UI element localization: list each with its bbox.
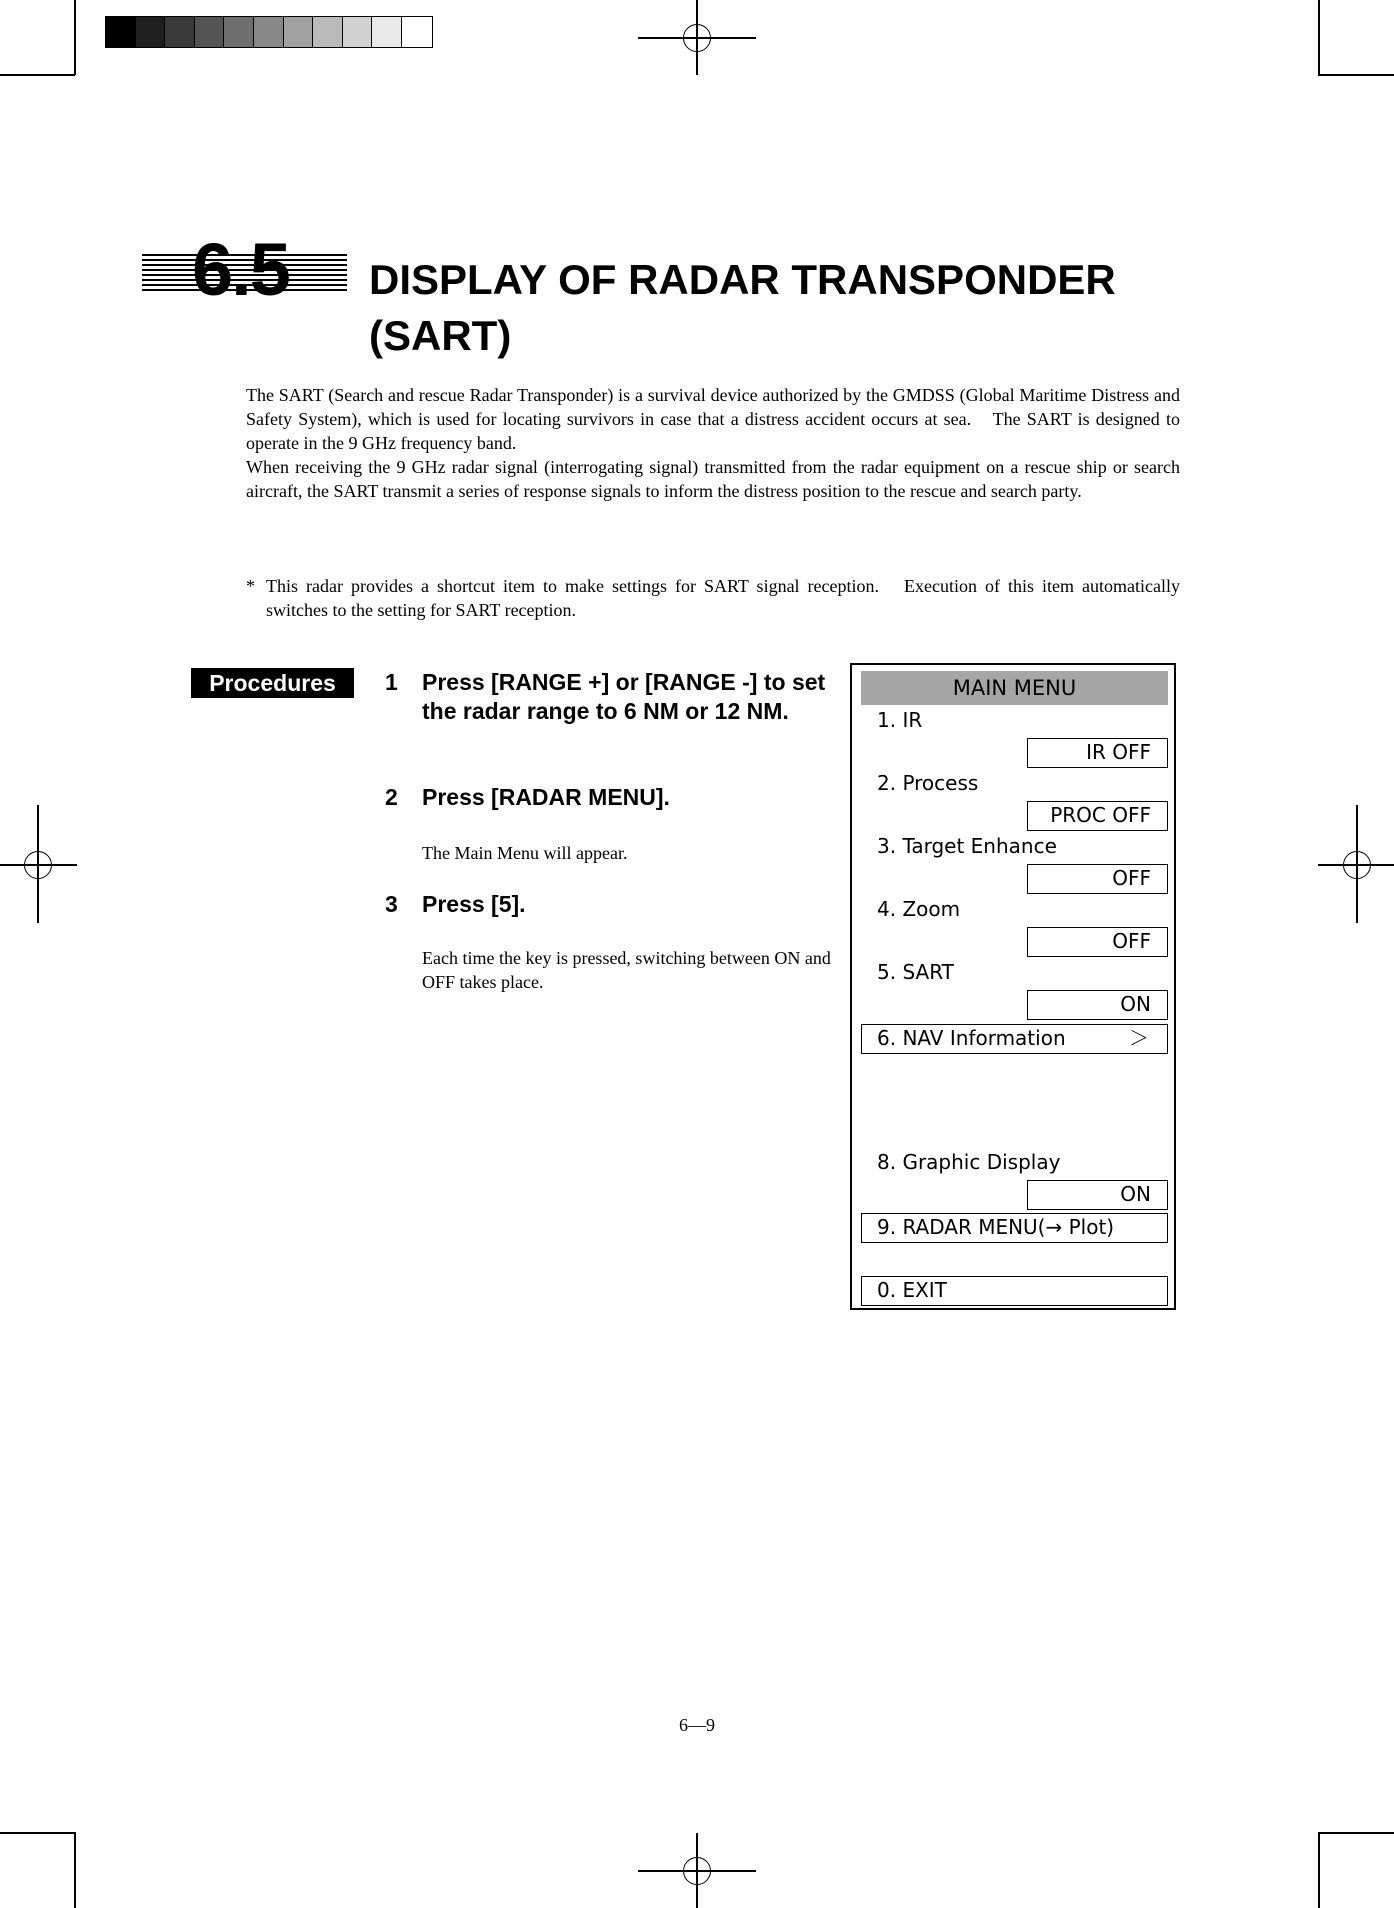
gray-swatch [106, 17, 136, 47]
gray-swatch [224, 17, 254, 47]
chevron-right-icon: ＞ [1129, 1026, 1149, 1050]
menu-value-ir[interactable]: IR OFF [1027, 738, 1168, 768]
note-marker: * [246, 576, 255, 596]
intro-text [246, 383, 1180, 503]
main-menu-title: MAIN MENU [861, 671, 1168, 705]
step-number: 1 [385, 669, 398, 695]
step-number: 2 [385, 784, 398, 810]
gray-swatch [165, 17, 195, 47]
step-description: Each time the key is pressed, switching between ON and OFF takes place. [422, 948, 831, 992]
gray-swatch [313, 17, 343, 47]
menu-value-process[interactable]: PROC OFF [1027, 801, 1168, 831]
note [246, 574, 1180, 622]
menu-value-zoom[interactable]: OFF [1027, 927, 1168, 957]
page-number: 6—9 [679, 1715, 715, 1735]
menu-item-ir[interactable]: 1. IR [877, 708, 923, 732]
section-number: 6.5 [192, 228, 289, 311]
menu-item-nav-information[interactable] [861, 1024, 1168, 1054]
step-description: The Main Menu will appear. [422, 843, 628, 863]
intro-paragraph: The SART (Search and rescue Radar Transponder) is a survival device authorized by the GMDSS (Global Maritime Distress and Safety System), which is used for locating survivors in case that a distress accident occurs at sea. The SART is designed to operate in the 9 GHz frequency band. [246, 385, 1180, 453]
gray-swatch [402, 17, 432, 47]
menu-value-target-enhance[interactable]: OFF [1027, 864, 1168, 894]
procedures-label: Procedures [191, 668, 354, 698]
gray-swatch [372, 17, 402, 47]
step-number: 3 [385, 891, 398, 917]
page-title [369, 252, 1269, 364]
gray-swatch [254, 17, 284, 47]
step-instruction: Press [RADAR MENU]. [422, 784, 670, 810]
gray-swatch [284, 17, 314, 47]
menu-item-graphic-display[interactable]: 8. Graphic Display [877, 1150, 1061, 1174]
gray-swatch [195, 17, 225, 47]
step-instruction: Press [RANGE +] or [RANGE -] to set the radar range to 6 NM or 12 NM. [422, 669, 826, 724]
menu-value-graphic-display[interactable]: ON [1027, 1180, 1168, 1210]
gray-swatch [343, 17, 373, 47]
page-title-line1: DISPLAY OF RADAR TRANSPONDER [369, 256, 1116, 303]
intro-paragraph: When receiving the 9 GHz radar signal (interrogating signal) transmitted from the radar equipment on a rescue ship or search aircraft, the SART transmit a series of response signals to inform the distress position to the rescue and search party. [246, 457, 1180, 501]
page-title-line2: (SART) [369, 312, 512, 359]
note-text: This radar provides a shortcut item to make settings for SART signal reception. Execution of this item automatically switches to the setting for SART reception. [266, 576, 1180, 620]
gray-scale-strip [105, 16, 433, 48]
menu-item-process[interactable]: 2. Process [877, 771, 979, 795]
menu-item-exit[interactable]: 0. EXIT [861, 1276, 1168, 1306]
menu-value-sart[interactable]: ON [1027, 990, 1168, 1020]
main-menu-panel [850, 663, 1176, 1310]
menu-item-zoom[interactable]: 4. Zoom [877, 897, 961, 921]
menu-item-target-enhance[interactable]: 3. Target Enhance [877, 834, 1057, 858]
menu-item-sart[interactable]: 5. SART [877, 960, 954, 984]
step-instruction: Press [5]. [422, 891, 526, 917]
menu-item-radar-menu[interactable]: 9. RADAR MENU(→ Plot) [861, 1213, 1168, 1243]
gray-swatch [136, 17, 166, 47]
menu-item-label: 6. NAV Information [877, 1026, 1066, 1050]
